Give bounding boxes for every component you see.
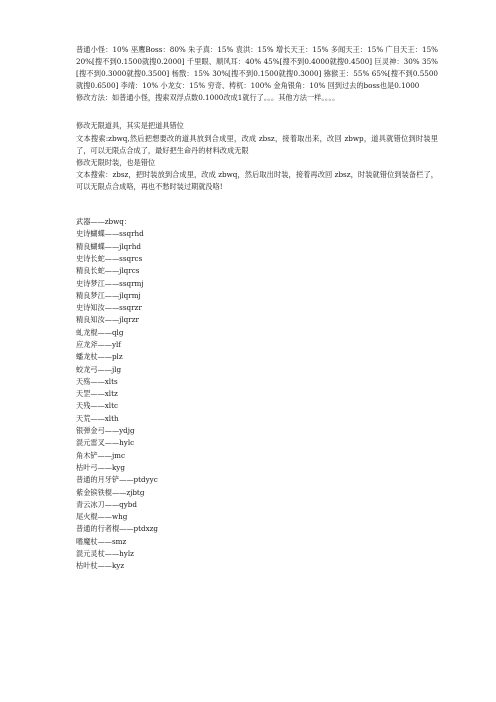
list-item: 精良知汝——jlqrzr (76, 315, 139, 325)
list-item: 精良梦江——jlqrmj (76, 290, 141, 300)
list-item: 银弹金弓——ydjg (76, 426, 135, 436)
tip-line: 文本搜索:zbwq,然后把想要改的道具放到合成里，改成 zbsz，接着取出来，改回 zbwp，道具就错位到时装里了，可以无限点合成了，最好把生命丹的材料改成无限 (76, 133, 438, 155)
list-item: 应龙斧——ylf (76, 340, 121, 349)
list-item: 史诗知汝——ssqrzr (76, 303, 142, 313)
list-item: 紫金镔铁棍——zjbtg (76, 487, 145, 497)
list-item: 混元雷叉——hylc (76, 438, 135, 448)
list-item: 史诗蝴蝶——ssqrhd (76, 229, 144, 239)
list-item: 尾火棍——whg (76, 512, 128, 522)
list-item: 史诗梦江——ssqrmj (76, 278, 144, 288)
tip-line: 修改无限道具，其实是把道具错位 (76, 121, 184, 131)
list-item: 蛟龙弓——jlg (76, 364, 122, 374)
list-item: 天殇——xlts (76, 376, 118, 386)
list-item: 天残——xltc (76, 401, 119, 411)
tip-line: 文本搜索：zbsz，把时装放到合成里，改成 zbwq，然后取出时装，接着再改回 zbsz，时装就错位到装备栏了，可以无限点合成咯，再也不愁时装过期就没咯! (76, 169, 438, 191)
list-item: 史诗长蛇——ssqrcs (76, 253, 143, 263)
weapon-code-list (76, 216, 438, 573)
modify-method-note: 修改方法：如普通小怪，搜索双浮点数0.1000改成1就行了。。。其他方法一样。。。。 (76, 93, 340, 103)
list-item: 青云冰刀——qybd (76, 499, 137, 509)
list-item: 天罡——xltz (76, 389, 118, 399)
item-tips-section (76, 120, 438, 193)
list-heading: 武器——zbwq： (76, 217, 132, 227)
list-item: 枯叶杖——kyz (76, 561, 125, 571)
list-item: 精良蝴蝶——jlqrhd (76, 241, 141, 251)
list-item: 蟠龙杖——plz (76, 352, 123, 362)
list-item: 精良长蛇——jlqrcs (76, 266, 140, 276)
list-item: 角木铲——jmc (76, 450, 126, 460)
list-item: 枯叶弓——kyg (76, 462, 125, 472)
list-item: 天荒——xlth (76, 413, 119, 423)
tip-line: 修改无限时装，也是错位 (76, 157, 156, 167)
list-item: 普通的行者棍——ptdxzg (76, 524, 159, 534)
list-item: 虬龙棍——qlg (76, 327, 124, 337)
drop-rate-paragraph: 普通小怪：10% 巫鹰Boss：80% 朱子真：15% 袁洪：15% 增长天王：15% 多闻天王：15% 广目天王：15% 20%[搜不到0.1500就搜0.2000] 千里眼、顺风耳：40% 45%[搜不到0.4000就搜0.4500] 巨灵神：30% 35%[搜不到0.3000就搜0.3500] 杨戬：15% 30%[搜不到0.1500就搜0.3000] 猕猴王：55% 65%[搜不到0.5500就搜0.6500] 李靖：10% 小龙女：15% 穷奇、梼杌：100% 金角银角：10% 回到过去的boss也是0.1000 (76, 45, 438, 91)
list-item: 混元灵杖——hylz (76, 549, 134, 559)
list-item: 嗜魔杖——smz (76, 536, 127, 546)
list-item: 普通的月牙铲——ptdyyc (76, 475, 158, 485)
